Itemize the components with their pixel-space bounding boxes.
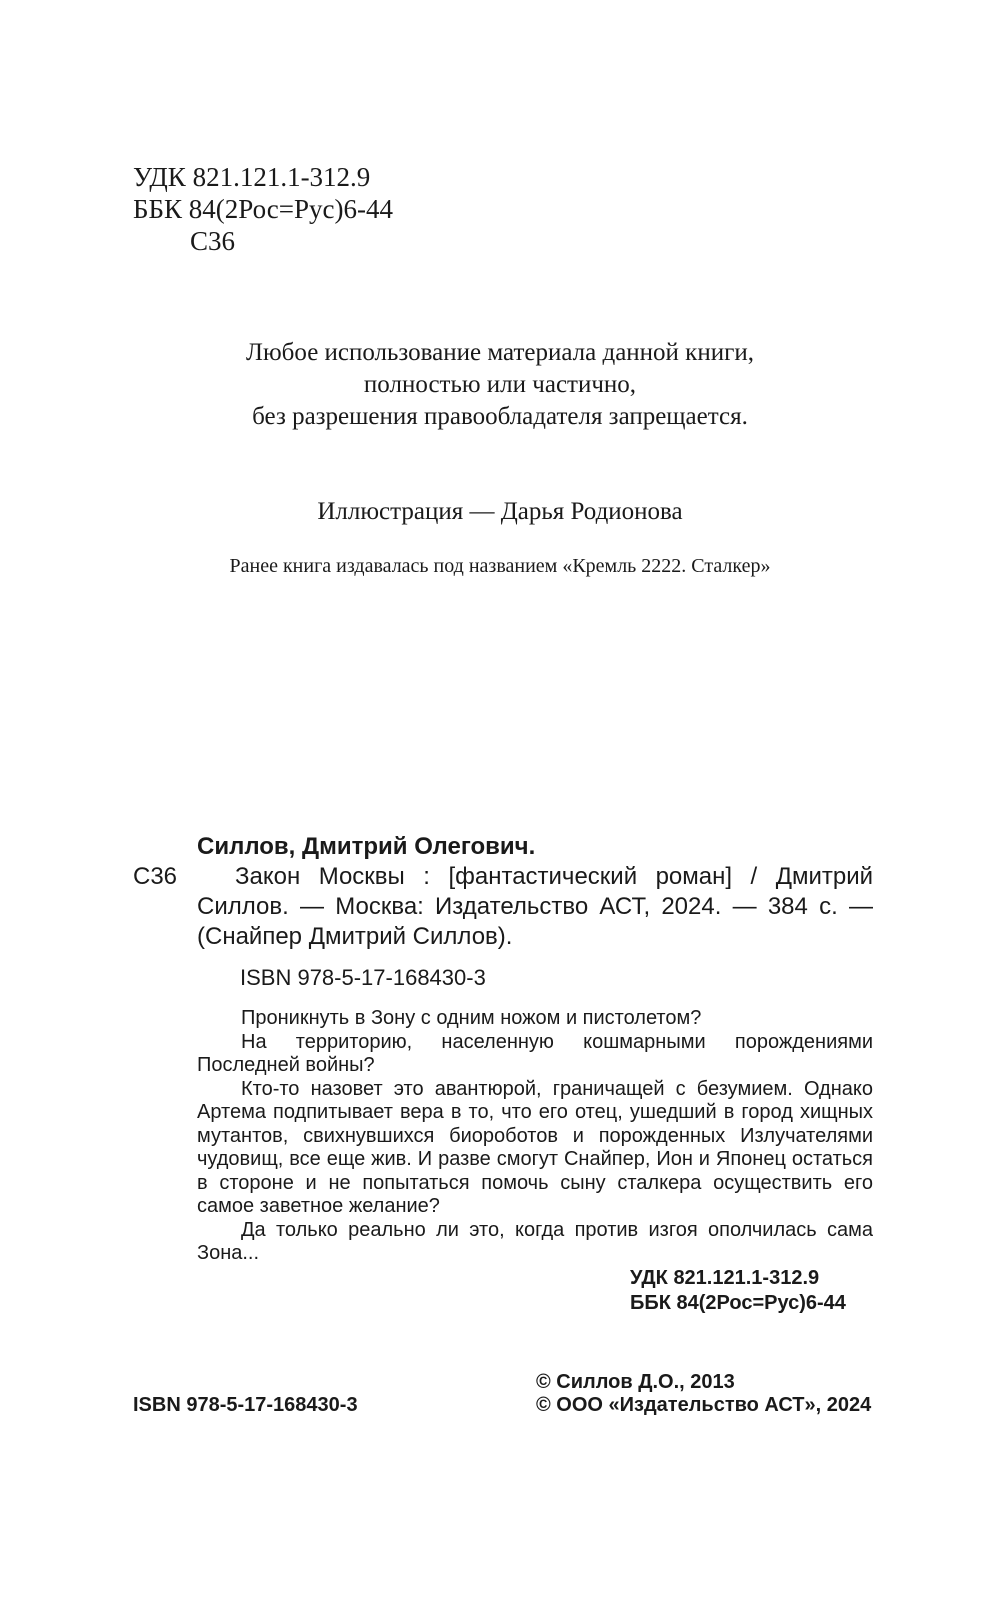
illustration-credit: Иллюстрация — Дарья Родионова	[317, 498, 683, 525]
annotation-paragraph: Кто-то назовет это авантюрой, граничащей с безумием. Однако Артема подпитывает вера в то, что его отец, ушедший в город хищных мутантов, свихнувшихся биороботов и порожденных Излучателями чудовищ, все еще жив. И разве смогут Снайпер, Ион и Японец остаться в стороне и не попытаться помочь сыну сталкера осуществить его самое заветное желание?	[197, 1077, 873, 1217]
rights-notice-line: полностью или частично,	[363, 371, 637, 398]
previous-title-note: Ранее книга издавалась под названием «Кремль 2222. Сталкер»	[229, 555, 771, 577]
catalog-author: Силлов, Дмитрий Олегович.	[197, 833, 536, 860]
book-annotation	[197, 1007, 873, 1266]
annotation-paragraph: Проникнуть в Зону с одним ножом и пистолетом?	[241, 1007, 702, 1029]
catalog-bbk: ББК 84(2Рос=Рус)6-44	[630, 1292, 846, 1314]
copyright-author: © Силлов Д.О., 2013	[536, 1371, 735, 1393]
catalog-author-sign: С36	[133, 863, 178, 890]
bbk-code: ББК 84(2Рос=Рус)6-44	[133, 194, 393, 224]
footer-isbn: ISBN 978-5-17-168430-3	[133, 1394, 358, 1416]
rights-notice-line: без разрешения правообладателя запрещается.	[252, 403, 748, 430]
rights-notice-line: Любое использование материала данной книги,	[246, 339, 754, 366]
catalog-udk: УДК 821.121.1-312.9	[630, 1267, 820, 1289]
copyright-publisher: © ООО «Издательство АСТ», 2024	[536, 1394, 872, 1416]
catalog-description: Закон Москвы : [фантастический роман] / Дмитрий Силлов. — Москва: Издательство АСТ, 2024. — 384 с. — (Снайпер Дмитрий Силлов).	[197, 863, 873, 950]
udk-code: УДК 821.121.1-312.9	[133, 162, 371, 192]
author-sign: С36	[190, 226, 236, 256]
rights-notice	[0, 337, 1000, 433]
catalog-isbn: ISBN 978-5-17-168430-3	[240, 965, 486, 990]
annotation-paragraph: На территорию, населенную кошмарными порождениями Последней войны?	[197, 1030, 873, 1076]
annotation-paragraph: Да только реально ли это, когда против изгоя ополчилась сама Зона...	[197, 1218, 873, 1264]
